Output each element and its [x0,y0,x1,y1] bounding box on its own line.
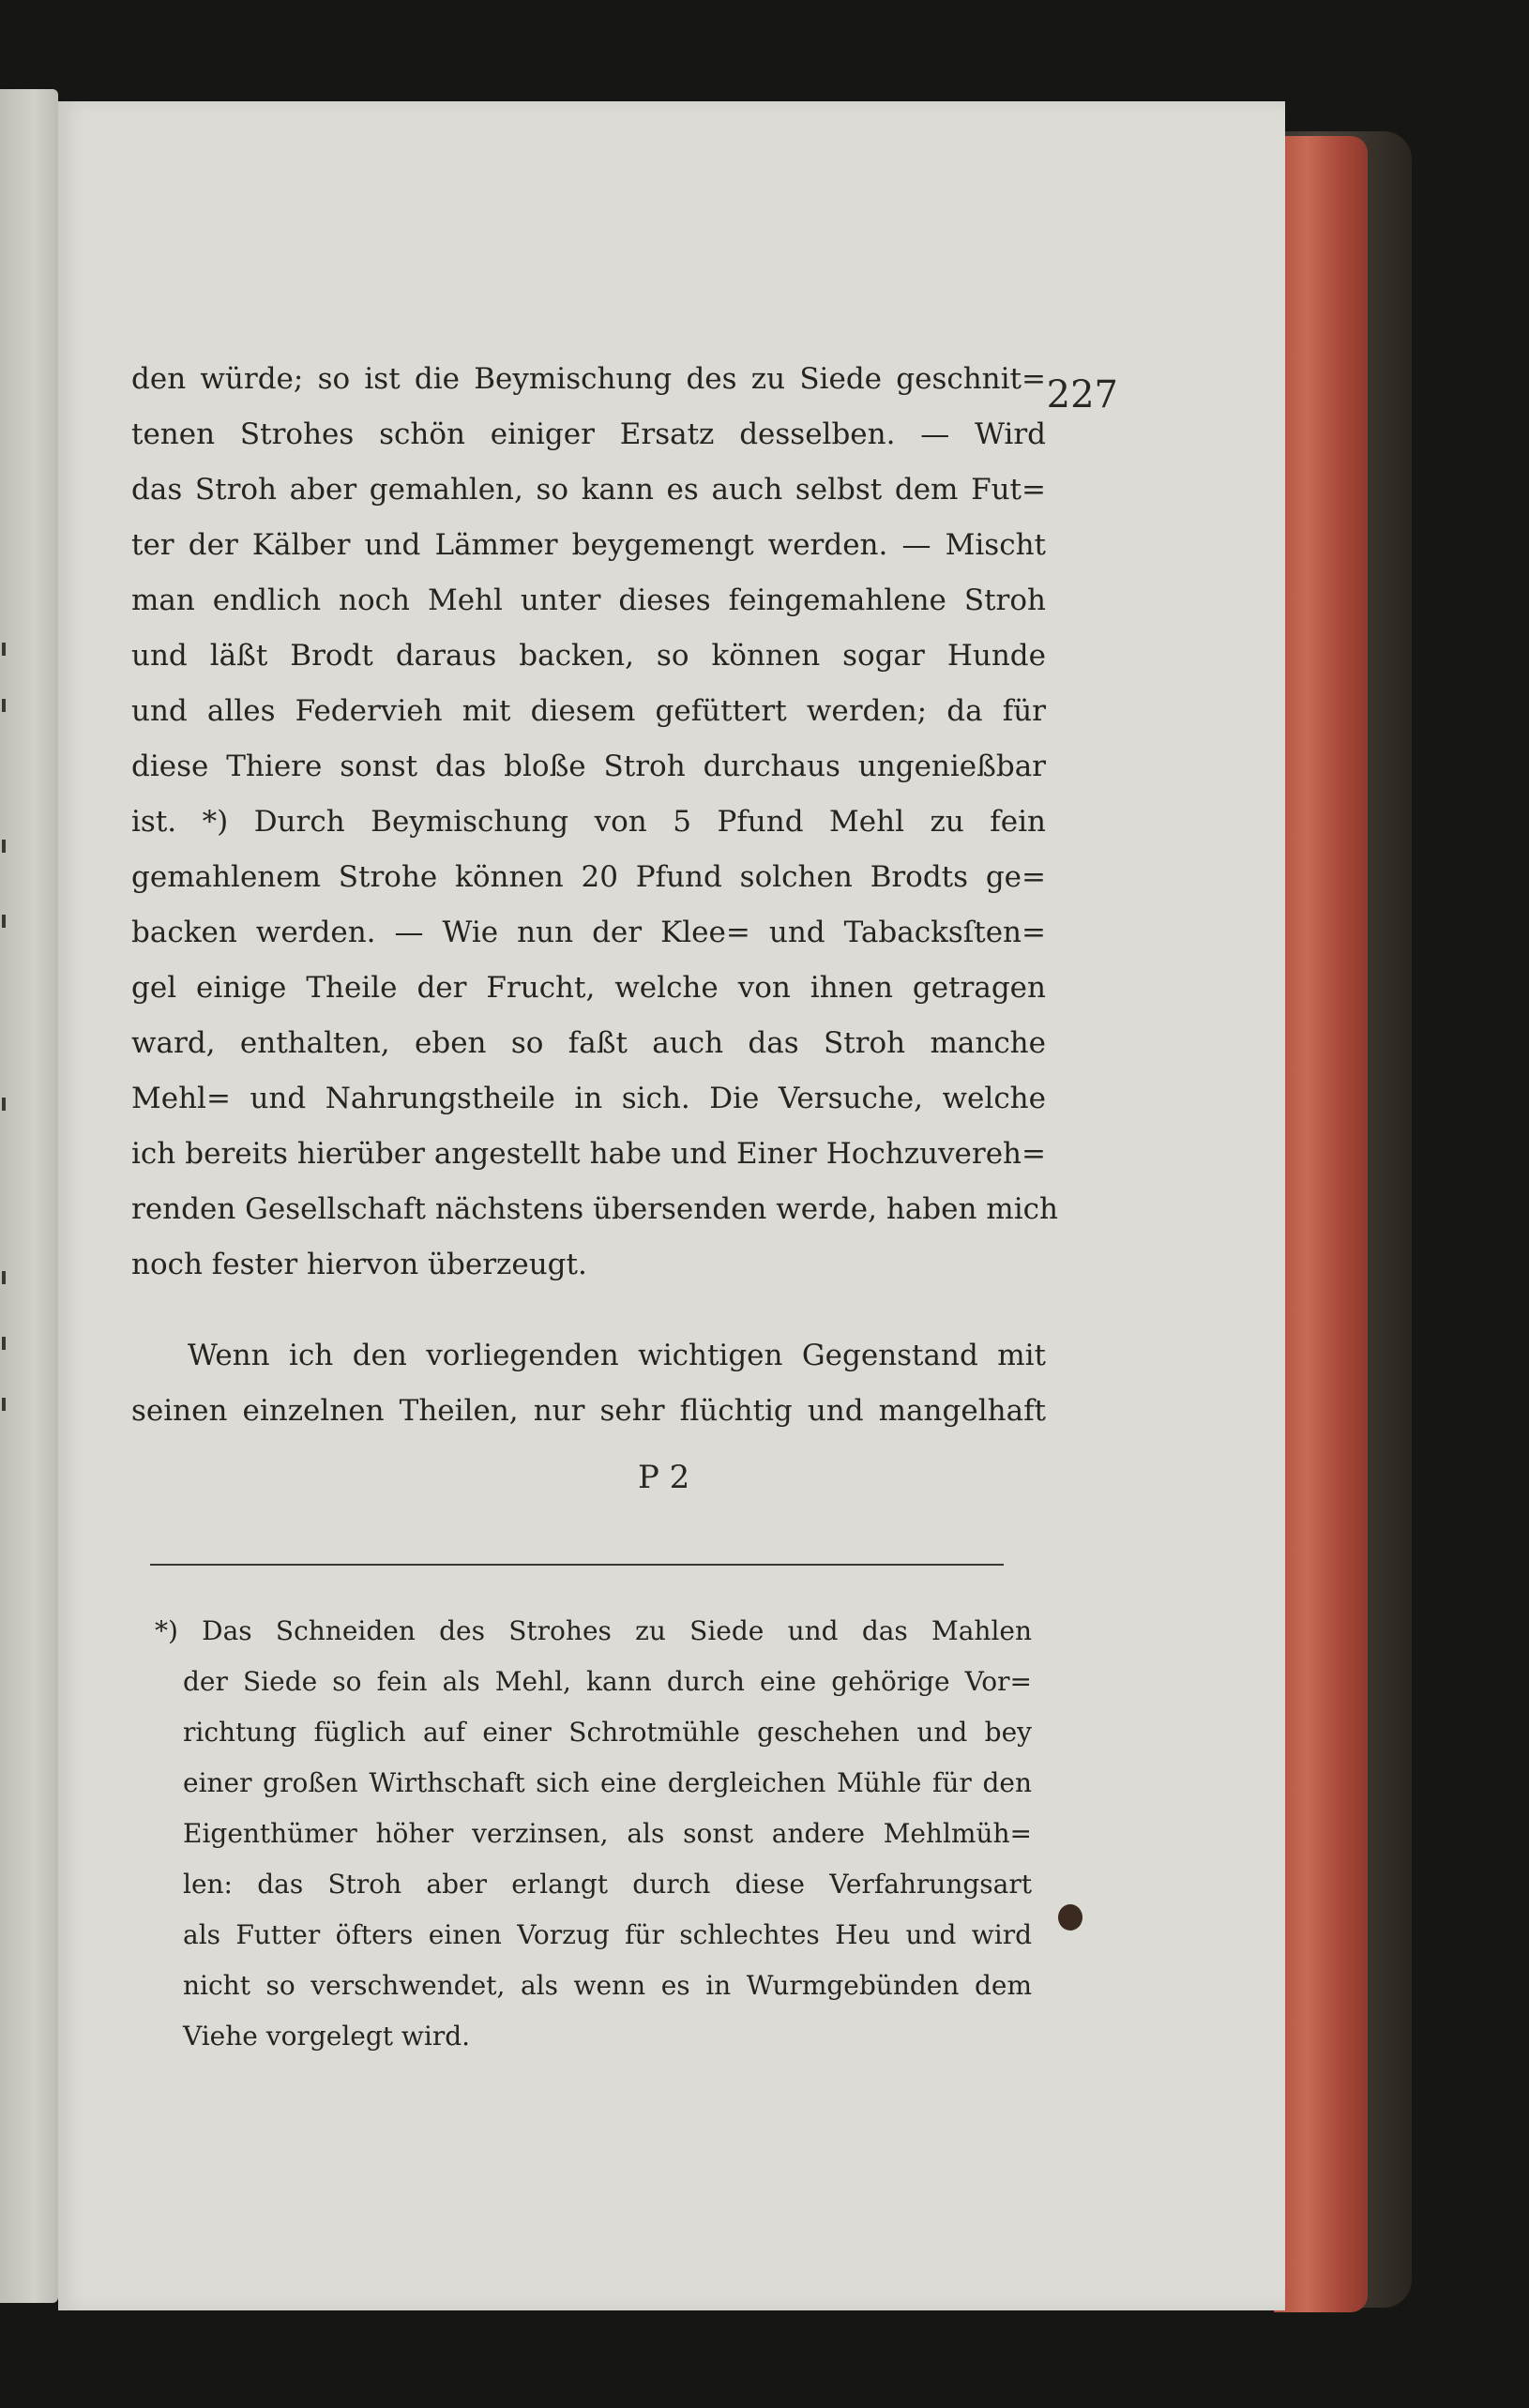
footnote-line: der Siede so fein als Mehl, kann durch eine gehörige Vor= [183,1666,1032,1697]
footnote-divider [150,1564,1004,1566]
footnote-line: richtung füglich auf einer Schrotmühle geschehen und bey [183,1717,1032,1748]
footnote-line: *) Das Schneiden des Strohes zu Siede und das Mahlen [155,1615,1032,1646]
text-line: ward, enthalten, eben so faßt auch das Stroh manche [131,1026,1046,1060]
footnote-line: nicht so verschwendet, als wenn es in Wurmgebünden dem [183,1970,1032,2001]
printer-signature: P 2 [638,1459,690,1496]
text-line: backen werden. — Wie nun der Klee= und Tabacksſten= [131,916,1046,949]
text-line: ich bereits hierüber angestellt habe und Einer Hochzuvereh= [131,1137,1046,1171]
page-mark [2,1098,6,1111]
page-number: 227 [1046,373,1118,416]
paragraph-start-line: Wenn ich den vorliegenden wichtigen Gegenstand mit [188,1339,1046,1372]
page-mark [2,915,6,928]
footnote [155,1606,1032,2062]
page-mark [2,1271,6,1284]
red-page-edges [1274,136,1368,2312]
text-line: das Stroh aber gemahlen, so kann es auch selbst dem Fut= [131,473,1046,507]
page-mark [2,840,6,853]
ink-stain [1058,1904,1082,1931]
text-line: man endlich noch Mehl unter dieses feingemahlene Stroh [131,583,1046,617]
text-line: tenen Strohes schön einiger Ersatz desselben. — Wird [131,417,1046,451]
footnote-line: Viehe vorgelegt wird. [183,2021,471,2052]
body-text [131,352,1058,1439]
footnote-line: Eigenthümer höher verzinsen, als sonst andere Mehlmüh= [183,1818,1032,1849]
page-mark [2,1398,6,1411]
footnote-line: als Futter öfters einen Vorzug für schlechtes Heu und wird [183,1919,1032,1950]
page-mark [2,1337,6,1350]
text-line: ter der Kälber und Lämmer beygemengt werden. — Mischt [131,528,1046,562]
text-line: und alles Federvieh mit diesem gefüttert werden; da für [131,694,1046,728]
text-line: noch fester hiervon überzeugt. [131,1248,587,1281]
footnote-line: len: das Stroh aber erlangt durch diese Verfahrungsart [183,1869,1032,1900]
text-line: gel einige Theile der Frucht, welche von ihnen getragen [131,971,1046,1005]
footnote-line: einer großen Wirthschaft sich eine dergleichen Mühle für den [183,1767,1032,1798]
text-line: renden Gesellschaft nächstens übersenden werde, haben mich [131,1192,1058,1226]
text-line: ist. *) Durch Beymischung von 5 Pfund Mehl zu fein [131,805,1046,839]
text-line: und läßt Brodt daraus backen, so können sogar Hunde [131,639,1046,673]
text-line: gemahlenem Strohe können 20 Pfund solchen Brodts ge= [131,860,1046,894]
text-line: seinen einzelnen Theilen, nur sehr flüchtig und mangelhaft [131,1394,1046,1428]
page-mark [2,643,6,656]
facing-page-edge [0,89,58,2303]
text-line: den würde; so ist die Beymischung des zu Siede geschnit= [131,362,1046,396]
text-line: Mehl= und Nahrungstheile in sich. Die Versuche, welche [131,1082,1046,1115]
text-line: diese Thiere sonst das bloße Stroh durchaus ungenießbar [131,750,1046,783]
page-mark [2,699,6,712]
